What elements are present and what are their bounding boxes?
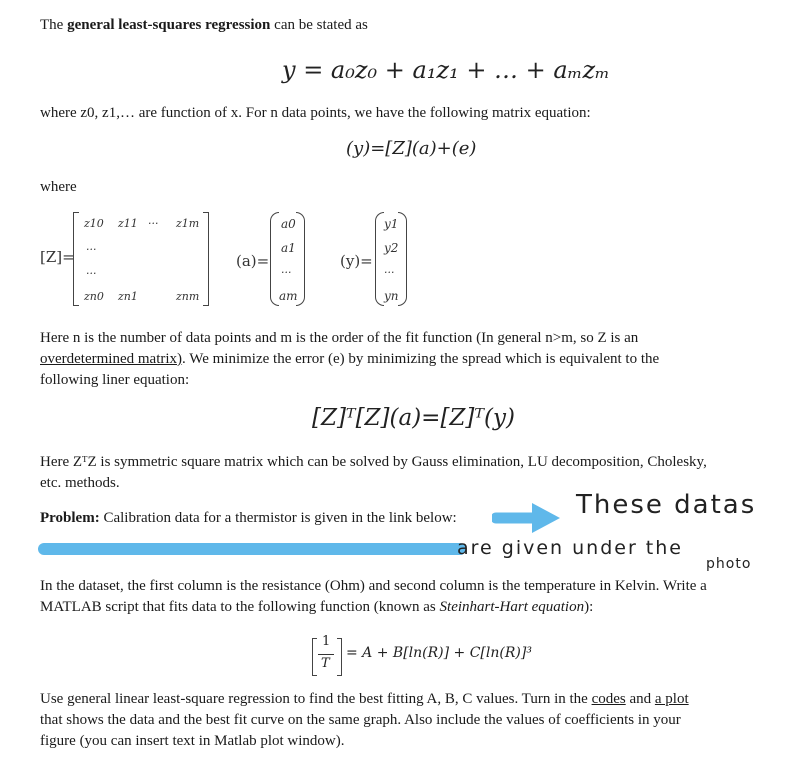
y-cell: yn [384, 289, 399, 303]
dataset-paragraph: In the dataset, the first column is the resistance (Ohm) and second column is the temperature in Kelvin. Write a MATLAB script that fits data to the following function (known as Steinhart-Hart equation): [40, 578, 707, 615]
intro-paragraph: The general least-squares regression can be stated as [40, 17, 368, 33]
problem-label: Problem: [40, 510, 100, 526]
eq4-numerator: 1 [322, 634, 331, 649]
a-cell: a0 [281, 217, 296, 231]
eq4-left-bracket [312, 638, 317, 676]
a-vector-label: (a)= [236, 252, 270, 270]
codes-link[interactable]: codes [591, 691, 626, 707]
z-cell: z11 [118, 217, 138, 230]
term-bold: general least-squares regression [67, 17, 271, 33]
y-left-paren [375, 212, 384, 306]
y-cell: y2 [384, 241, 399, 255]
z-cell: ··· [86, 243, 97, 256]
y-cell: ··· [384, 266, 395, 279]
z-cell: znm [176, 290, 200, 303]
general-equation: y = a₀z₀ + a₁z₁ + … + aₘzₘ [282, 56, 610, 84]
z-right-bracket [203, 212, 209, 306]
y-cell: y1 [384, 217, 399, 231]
problem-statement: Problem: Calibration data for a thermistor is given in the link below: [40, 510, 457, 526]
z-matrix-label: [Z]= [40, 248, 75, 266]
z-cell: z1m [176, 217, 200, 230]
handwritten-note-line1: These datas [576, 490, 757, 520]
z-cell: ··· [86, 267, 97, 280]
where-z-paragraph: where z0, z1,… are function of x. For n data points, we have the following matrix equation: [40, 105, 591, 121]
fraction-bar [318, 654, 334, 655]
handwritten-note-line2: are given under the [457, 537, 683, 559]
a-left-paren [270, 212, 279, 306]
overdetermined-matrix-link[interactable]: overdetermined matrix) [40, 351, 183, 367]
eq4-rhs: = A + B[ln(R)] + C[ln(R)]³ [346, 645, 532, 661]
y-right-paren [398, 212, 407, 306]
a-cell: am [279, 289, 298, 303]
matrix-equation: (y)=[Z](a)+(e) [346, 138, 477, 159]
arrow-right-icon [492, 500, 572, 536]
a-cell: a1 [281, 241, 296, 255]
z-cell: zn1 [118, 290, 138, 303]
redacted-link-bar [38, 543, 466, 555]
plot-link[interactable]: a plot [654, 691, 689, 707]
a-cell: ··· [281, 266, 292, 279]
z-cell: ··· [148, 217, 159, 230]
normal-equation: [Z]ᵀ[Z](a)=[Z]ᵀ(y) [312, 405, 515, 431]
instructions-paragraph: Use general linear least-square regression to find the best fitting A, B, C values. Turn in the codes and a plot that shows the data and the best fit curve on the same graph. Also include the values of coefficients in your figure (you can insert text in Matlab plot window). [40, 691, 689, 749]
least-squares-paragraph: Here n is the number of data points and m is the order of the fit function (In general n>m, so Z is an overdetermined matrix). We minimize the error (e) by minimizing the spread which is equivalent to the following liner equation: [40, 330, 660, 388]
steinhart-hart-term: Steinhart-Hart equation [439, 599, 585, 615]
handwritten-note-line3: photo [706, 556, 752, 572]
z-cell: zn0 [84, 290, 104, 303]
where-label: where [40, 179, 77, 195]
y-vector-label: (y)= [340, 252, 373, 270]
symmetric-matrix-paragraph: Here ZᵀZ is symmetric square matrix which can be solved by Gauss elimination, LU decomposition, Cholesky, etc. methods. [40, 454, 707, 491]
z-cell: z10 [84, 217, 104, 230]
eq4-right-bracket [337, 638, 342, 676]
z-left-bracket [73, 212, 79, 306]
eq4-denominator: T [321, 656, 330, 671]
